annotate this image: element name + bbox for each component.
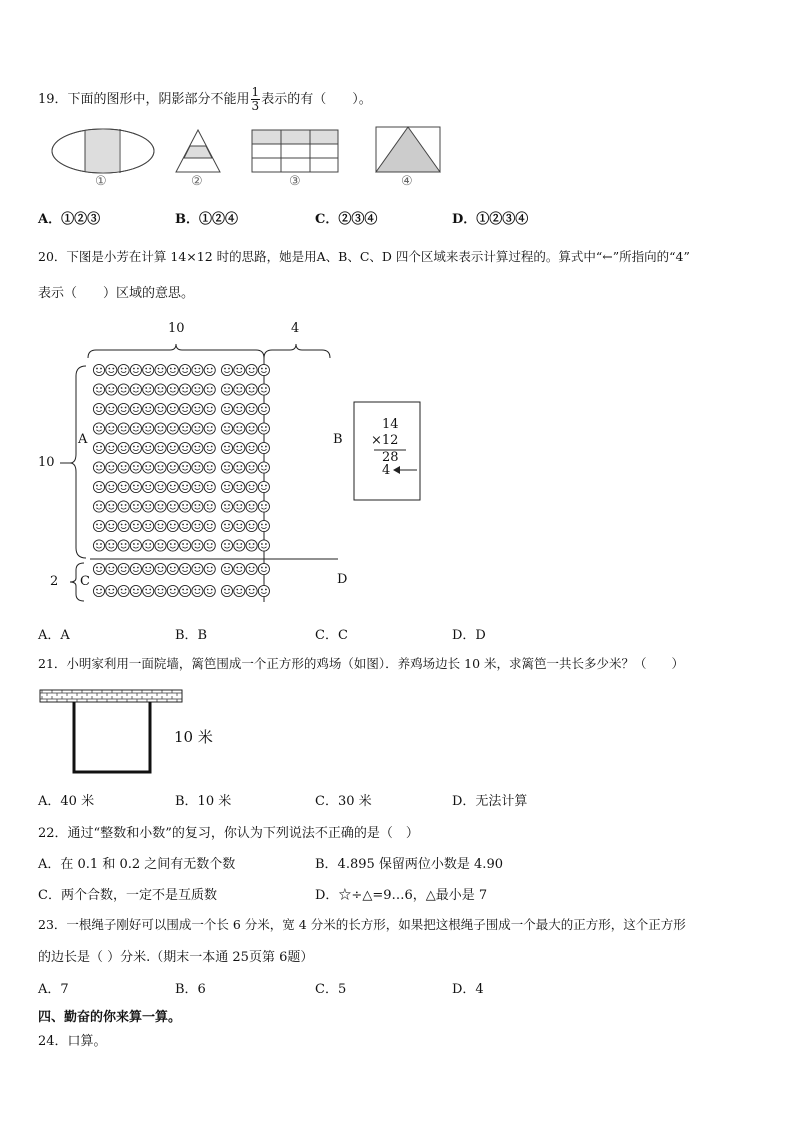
q22-option-d[interactable]: D．☆÷△=9…6，△最小是 7	[315, 888, 488, 903]
region-c-label: C	[80, 574, 90, 589]
region-b-label: B	[333, 432, 343, 447]
q23-option-a[interactable]: A．7	[38, 982, 69, 997]
q20-line2: 表示（ ）区域的意思。	[38, 286, 195, 301]
q20-line1: 20．下图是小芳在计算 14×12 时的思路，她是用A、B、C、D 四个区域来表示计算过程的。算式中“←”所指向的“4”	[38, 249, 690, 264]
q23-option-c[interactable]: C．5	[315, 982, 347, 997]
q20-option-d[interactable]: D．D	[452, 628, 486, 643]
q22-option-b[interactable]: B．4.895 保留两位小数是 4.90	[315, 857, 503, 872]
calc-mul: ×12	[371, 433, 399, 448]
label-top-10: 10	[168, 321, 185, 336]
q20-option-c[interactable]: C．C	[315, 628, 348, 643]
fraction-denominator: 3	[251, 99, 260, 113]
q21-stem: 21．小明家利用一面院墙，篱笆围成一个正方形的鸡场（如图）．养鸡场边长 10 米，求篱笆一共长多少米？（ ）	[38, 656, 685, 671]
q23-option-b[interactable]: B．6	[175, 982, 206, 997]
fig-label-1: ①	[95, 174, 107, 189]
q20-option-a[interactable]: A．A	[38, 628, 70, 643]
q22-stem: 22．通过“整数和小数”的复习，你认为下列说法不正确的是（ ）	[38, 826, 419, 841]
q20-option-b[interactable]: B．B	[175, 628, 208, 643]
calc-partial-2: 4	[382, 463, 391, 478]
q19-option-b[interactable]: B．①②④	[175, 212, 238, 227]
label-left-2: 2	[50, 574, 59, 589]
fraction-numerator: 1	[251, 85, 260, 99]
q21-option-a[interactable]: A．40 米	[38, 794, 95, 809]
q19-option-a[interactable]: A．①②③	[38, 212, 101, 227]
q19-prefix: 19．下面的图形中，阴影部分不能用	[38, 92, 250, 107]
q19-option-d[interactable]: D．①②③④	[452, 212, 529, 227]
q23-line2: 的边长是（ ）分米.（期末一本通 25页第 6题）	[38, 950, 314, 965]
q21-side-label: 10 米	[174, 728, 213, 746]
fig-label-3: ③	[289, 174, 301, 189]
q19-option-c[interactable]: C．②③④	[315, 212, 378, 227]
q21-option-d[interactable]: D．无法计算	[452, 794, 528, 809]
q23-option-d[interactable]: D．4	[452, 982, 484, 997]
fig-label-2: ②	[191, 174, 203, 189]
brick-wall	[40, 690, 182, 702]
q24-stem: 24．口算。	[38, 1034, 107, 1049]
q22-option-c[interactable]: C．两个合数，一定不是互质数	[38, 888, 217, 903]
q19-suffix: 表示的有（ ）。	[261, 92, 372, 107]
fence	[74, 702, 150, 772]
q21-option-b[interactable]: B．10 米	[175, 794, 232, 809]
calc-top: 14	[382, 417, 399, 432]
q21-option-c[interactable]: C．30 米	[315, 794, 372, 809]
q22-option-a[interactable]: A．在 0.1 和 0.2 之间有无数个数	[38, 857, 236, 872]
label-left-10: 10	[38, 455, 55, 470]
calc-partial-1: 28	[382, 450, 399, 465]
region-d-label: D	[337, 572, 348, 587]
region-a-label: A	[78, 432, 88, 447]
label-top-4: 4	[291, 321, 300, 336]
section-4-title: 四、勤奋的你来算一算。	[38, 1010, 182, 1025]
fig-label-4: ④	[401, 174, 413, 189]
q23-line1: 23．一根绳子刚好可以围成一个长 6 分米，宽 4 分米的长方形，如果把这根绳子围成一个最大的正方形，这个正方形	[38, 917, 686, 932]
